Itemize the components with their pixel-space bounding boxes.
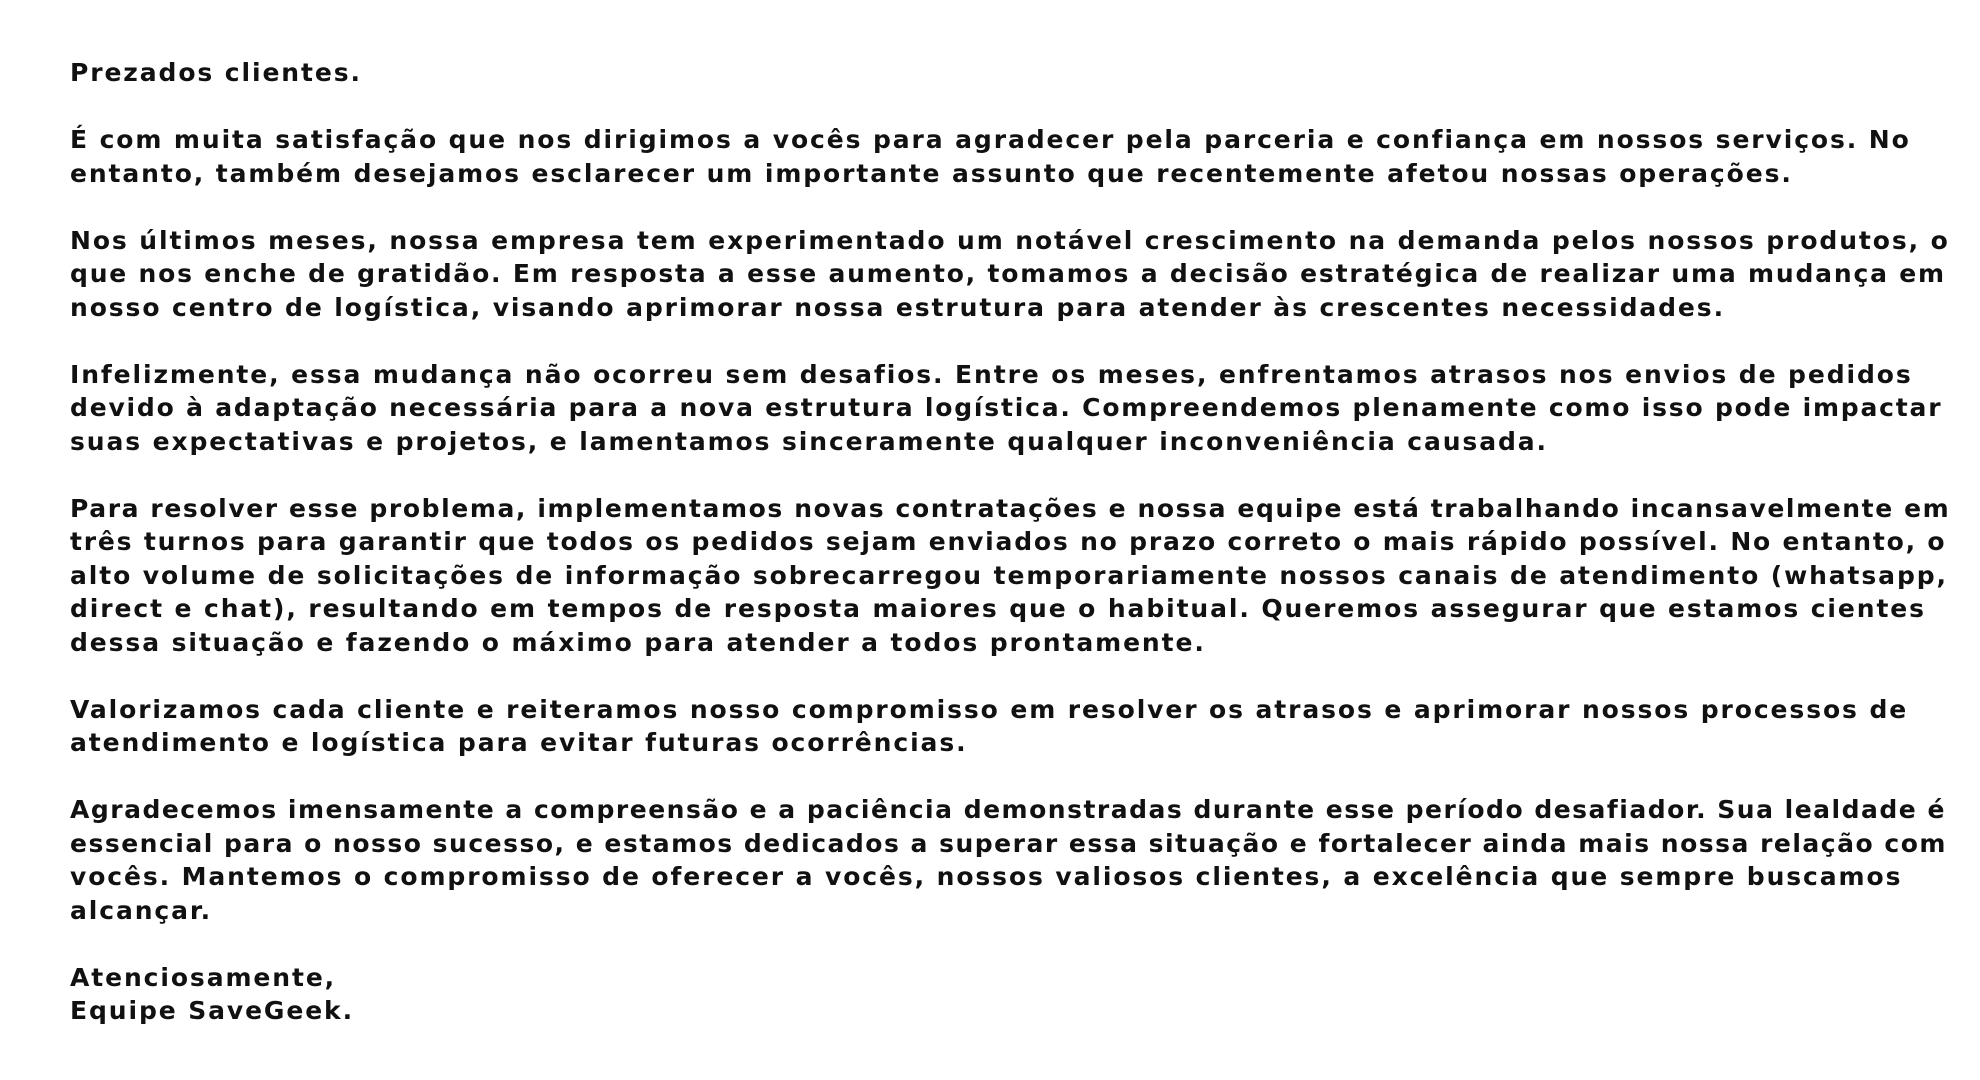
text-line: entanto, também desejamos esclarecer um importante assunto que recentemente afetou nossas operações.: [70, 158, 1793, 188]
text-line: Valorizamos cada cliente e reiteramos nosso compromisso em resolver os atrasos e aprimorar nossos processos de: [70, 694, 1909, 724]
text-line: alcançar.: [70, 895, 212, 925]
text-line: Agradecemos imensamente a compreensão e a paciência demonstradas durante esse período desafiador. Sua lealdade é: [70, 795, 1946, 824]
text-line: devido à adaptação necessária para a nova estrutura logística. Compreendemos plenamente como isso pode impactar: [70, 393, 1943, 422]
greeting: [70, 56, 1950, 90]
text-line: três turnos para garantir que todos os pedidos sejam enviados no prazo correto o mais rápido possível. No entanto, o: [70, 527, 1947, 556]
text-line: que nos enche de gratidão. Em resposta a esse aumento, tomamos a decisão estratégica de realizar uma mudança em: [70, 259, 1946, 288]
signature: Equipe SaveGeek.: [70, 996, 354, 1025]
text-line: atendimento e logística para evitar futuras ocorrências.: [70, 728, 968, 757]
text-line: direct e chat), resultando em tempos de resposta maiores que o habitual. Queremos assegurar que estamos cientes: [70, 594, 1926, 623]
closing: Atenciosamente,: [70, 962, 337, 992]
paragraph-growth: [70, 224, 1950, 325]
text-line: Para resolver esse problema, implementamos novas contratações e nossa equipe está trabalhando incansavelmente em: [70, 493, 1951, 523]
text-line: dessa situação e fazendo o máximo para atender a todos prontamente.: [70, 627, 1206, 657]
text-line: Infelizmente, essa mudança não ocorreu sem desafios. Entre os meses, enfrentamos atrasos nos envios de pedidos: [70, 359, 1913, 389]
text-line: suas expectativas e projetos, e lamentamos sinceramente qualquer inconveniência causada.: [70, 426, 1548, 456]
text-line: É com muita satisfação que nos dirigimos a vocês para agradecer pela parceria e confiança em nossos serviços. No: [70, 125, 1911, 154]
paragraph-thanks: [70, 793, 1950, 927]
paragraph-delays: [70, 358, 1950, 459]
text-line: essencial para o nosso sucesso, e estamos dedicados a superar essa situação e fortalecer ainda mais nossa relação com: [70, 828, 1947, 858]
text-line: Nos últimos meses, nossa empresa tem experimentado um notável crescimento na demanda pelos nossos produtos, o: [70, 225, 1950, 255]
text-line: nosso centro de logística, visando aprimorar nossa estrutura para atender às crescentes necessidades.: [70, 292, 1725, 322]
text-line: alto volume de solicitações de informação sobrecarregou temporariamente nossos canais de atendimento (whatsapp,: [70, 560, 1948, 590]
text-line: vocês. Mantemos o compromisso de oferecer a vocês, nossos valiosos clientes, a excelência que sempre buscamos: [70, 862, 1903, 891]
paragraph-commitment: [70, 693, 1950, 760]
letter-body: [70, 56, 1950, 1061]
paragraph-gratitude: [70, 123, 1950, 190]
text-line: Prezados clientes.: [70, 58, 362, 87]
sign-off: [70, 961, 1950, 1028]
paragraph-solution: [70, 492, 1950, 660]
